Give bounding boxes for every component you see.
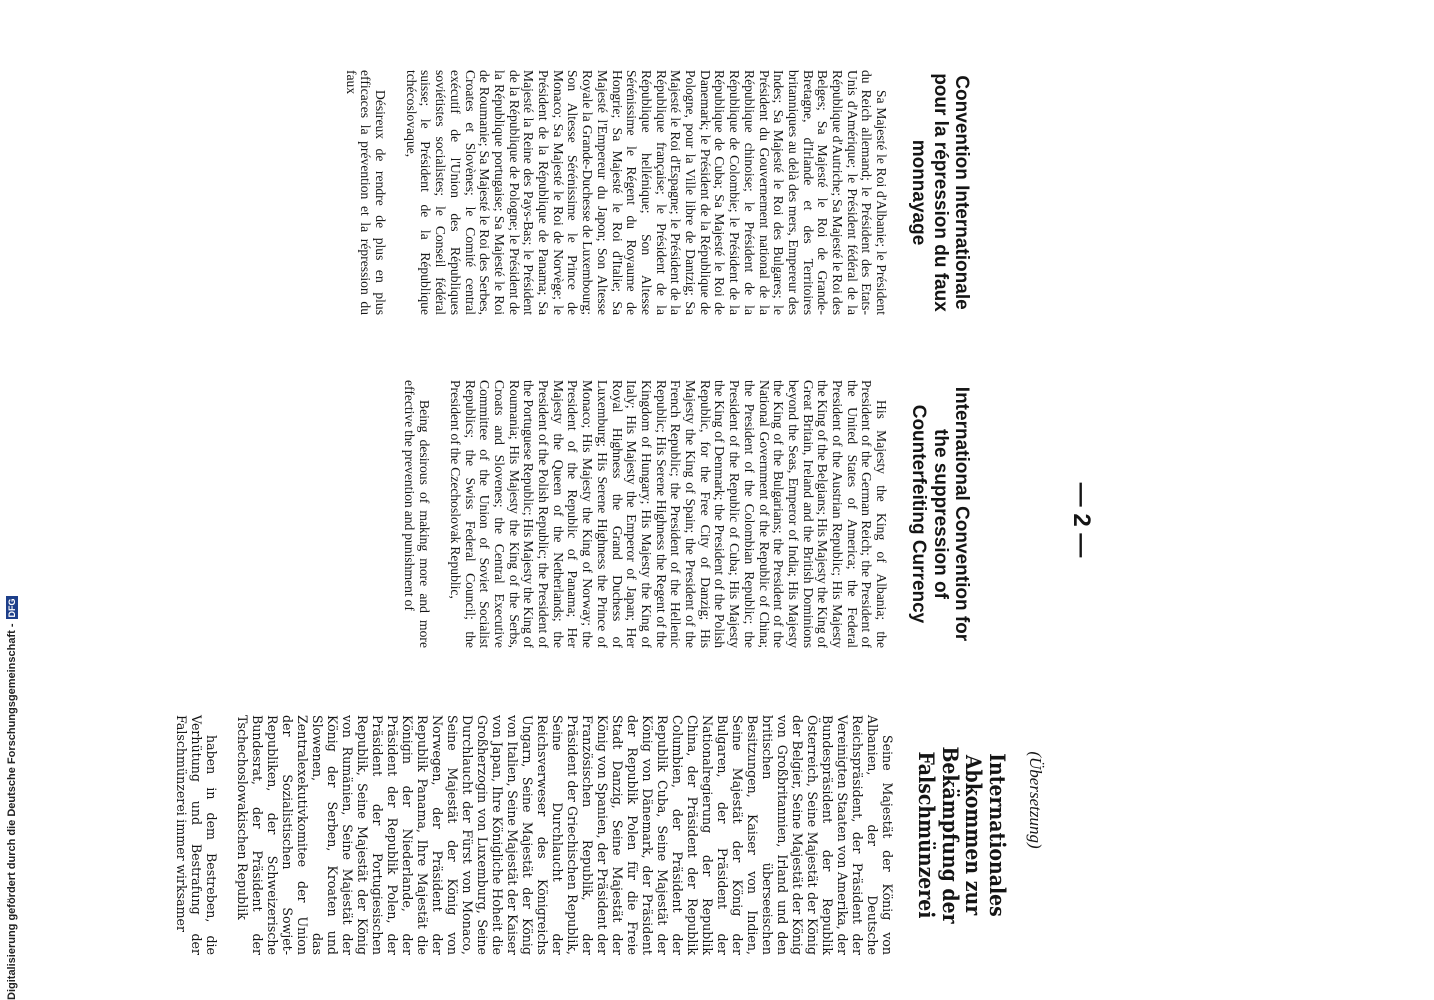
english-title: International Convention for the suppression of Counterfeiting Currency (908, 386, 972, 642)
french-desire-text: Désireux de rendre de plus en plus efficaces la prévention et la répression du faux (343, 70, 388, 315)
english-column (402, 380, 972, 648)
dfg-logo: DFG (7, 598, 17, 618)
french-parties-text: Sa Majesté le Roi d'Albanie; le Président du Reich allemand; le Président des Etats-Unis d'Amérique; le Président fédéral de la République d'Autriche; Sa Majesté le Roi des Belges; Sa Majesté le Roi de Grande-Bretagne, d'Irlande et des Territoires britanniques au delà des mers, Empereur des Indes; Sa Majesté le Roi des Bulgares; le Président du Gouvernement national de la République chinoise; le Président de la République de Colombie; le Président de la République de Cuba; Sa Majesté le Roi de Danemark; le Président de la République de Pologne, pour la Ville libre de Dantzig; Sa Majesté le Roi d'Espagne; le Président de la République française; le Président de la République hellénique; Son Altesse Sérénissime le Régent du Royaume de Hongrie; Sa Majesté le Roi d'Italie; Sa Majesté l'Empereur du Japon; Son Altesse Royale la Grande-Duchesse de Luxembourg; Son Altesse Sérénissime le Prince de Monaco; Sa Majesté le Roi de Norvège; le Président de la République de Panama; Sa Majesté la Reine des Pays-Bas; le Président de la République de Pologne; le Président de la République portugaise; Sa Majesté le Roi de Roumanie; Sa Majesté le Roi des Serbes, Croates et Slovènes; le Comité central exécutif de l'Union des Républiques soviétistes socialistes; le Conseil fédéral suisse; le Président de la République tchécoslovaque, (403, 70, 890, 315)
digitization-credit-text: Digitalisierung gefördert durch die Deutsche Forschungsgemeinschaft - (6, 623, 18, 1000)
english-parties-text: His Majesty the King of Albania; the President of the German Reich; the President of the United States of America; the Federal President of the Austrian Republic; His Majesty the King of the Belgians; His Majesty the King of Great Britain, Ireland and the British Dominions beyond the Seas, Emperor of India; His Majesty the King of the Bulgarians; the President of the National Government of the Republic of China; the President of the Colombian Republic; the President of the Republic of Cuba; His Majesty the King of Denmark; the President of the Polish Republic, for the Free City of Danzig; His Majesty the King of Spain; the President of the French Republic; the President of the Hellenic Republic; His Serene Highness the Regent of the Kingdom of Hungary; His Majesty the King of Italy; His Majesty the Emperor of Japan; Her Royal Highness the Grand Duchess of Luxemburg; His Serene Highness the Prince of Monaco; His Majesty the King of Norway; the President of the Republic of Panama; Her Majesty the Queen of the Netherlands; the President of the Polish Republic; the President of the Portuguese Republic; His Majesty the King of Roumania; His Majesty the King of the Serbs, Croats and Slovenes; the Central Executive Committee of the Union of Soviet Socialist Republics; the Swiss Federal Council; the President of the Czechoslovak Republic, (447, 380, 890, 648)
german-desire-text: haben in dem Bestreben, die Verhütung und Bestrafung der Falschmünzerei immer wirksamer (173, 715, 219, 955)
rotated-page (117, 0, 1117, 1000)
english-desire-text: Being desirous of making more and more effective the prevention and punishment of (402, 380, 433, 648)
german-parties-text: Seine Majestät der König von Albanien, der Deutsche Reichspräsident, der Präsident der Vereinigten Staaten von Amerika, der Bundespräsident der Republik Österreich, Seine Majestät der König der Belgier, Seine Majestät der König von Großbritannien, Irland und den britischen überseeischen Besitzungen, Kaiser von Indien, Seine Majestät der König der Bulgaren, der Präsident der Nationalregierung der Republik China, der Präsident der Republik Columbien, der Präsident der Republik Cuba, Seine Majestät der König von Dänemark, der Präsident der Republik Polen für die Freie Stadt Danzig, Seine Majestät der König von Spanien, der Präsident der Französischen Republik, der Präsident der Griechischen Republik, Seine Durchlaucht der Reichsverweser des Königreichs Ungarn, Seine Majestät der König von Italien, Seine Majestät der Kaiser von Japan, Ihre Königliche Hoheit die Großherzogin von Luxemburg, Seine Durchlaucht der Fürst von Monaco, Seine Majestät der König von Norwegen, der Präsident der Republik Panama, Ihre Majestät die Königin der Niederlande, der Präsident der Republik Polen, der Präsident der Portugiesischen Republik, Seine Majestät der König von Rumänien, Seine Majestät der König der Serben, Kroaten und Slowenen, das Zentralexekutivkomitee der Union der Sozialistischen Sowjet-Republiken, der Schweizerische Bundesrat, der Präsident der Tschechoslowakischen Republik (234, 715, 895, 955)
translation-label: (Übersetzung) (1026, 751, 1045, 849)
page-number: — 2 — (1068, 482, 1095, 558)
digitization-credit (6, 596, 18, 1000)
german-title: Internationales Abkommen zur Bekämpfung der Falschmünzerei (914, 746, 1010, 924)
german-column (174, 715, 1009, 955)
french-column (343, 70, 972, 315)
french-title: Convention Internationale pour la répression du faux monnayage (908, 73, 972, 312)
